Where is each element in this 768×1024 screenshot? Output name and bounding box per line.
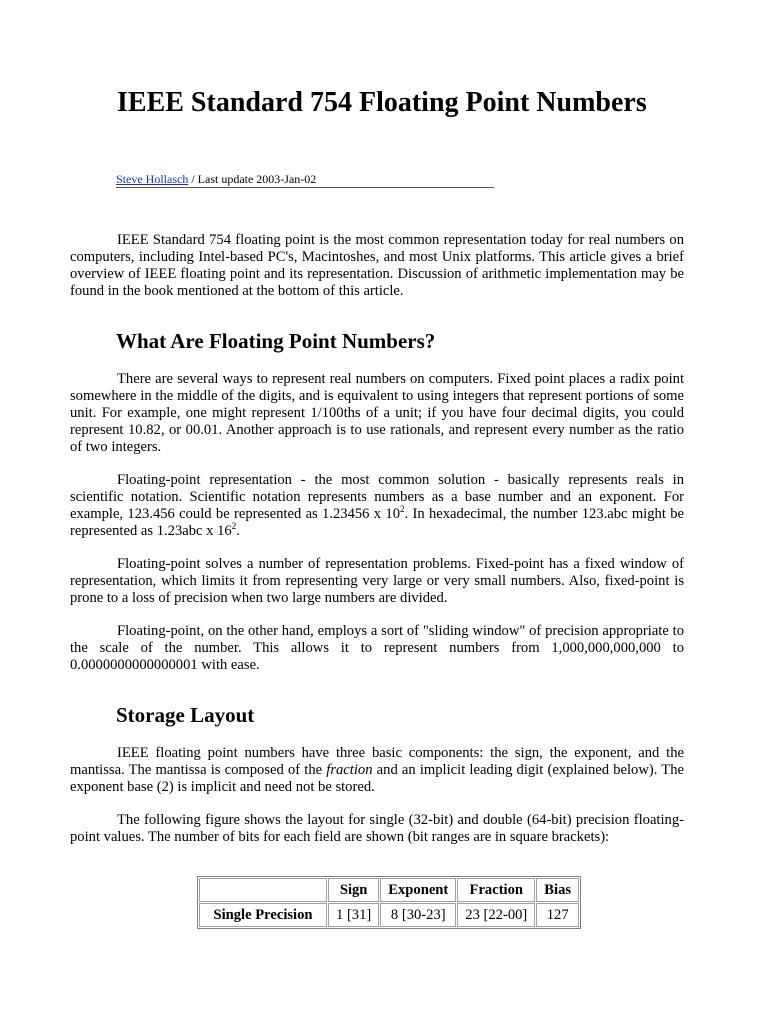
table-header-cell: Fraction <box>457 878 535 902</box>
table-header-cell: Sign <box>328 878 379 902</box>
table-cell: 1 [31] <box>328 903 379 927</box>
table-row <box>199 903 579 927</box>
table-header-cell <box>199 878 327 902</box>
paragraph-scientific-notation <box>70 472 684 540</box>
paragraph-figure-intro: The following figure shows the layout for single (32-bit) and double (64-bit) precision floating-point values. The number of bits for each field are shown (bit ranges are in square brackets): <box>70 812 684 845</box>
table-header-row <box>199 878 579 902</box>
exponent-sup-1: 2 <box>400 504 405 515</box>
table-cell: 23 [22-00] <box>457 903 535 927</box>
exponent-sup-2: 2 <box>231 521 237 532</box>
table-row-header: Single Precision <box>199 903 327 927</box>
precision-layout-table <box>197 876 581 929</box>
components-text-b: and an implicit leading digit (explained below). The exponent base (2) is implicit and need not be stored. <box>70 762 684 795</box>
byline <box>116 171 494 188</box>
paragraph-fixed-point: There are several ways to represent real numbers on computers. Fixed point places a radix point somewhere in the middle of the digits, and is equivalent to using integers that represent portions of some unit. For example, one might represent 1/100ths of a unit; if you have four decimal digits, you could represent 10.82, or 00.01. Another approach is to use rationals, and represent every number as the ratio of two integers. <box>70 371 684 455</box>
section-heading-storage-layout: Storage Layout <box>116 703 255 727</box>
p2-text-a: Floating-point representation - the most common solution - basically represents reals in scientific notation. Scientific notation represents numbers as a base number and an exponent. For example, 123.456 could be represented as 1.23456 x 10 <box>70 472 684 522</box>
paragraph-components <box>70 745 684 796</box>
fraction-emphasis: fraction <box>326 762 373 778</box>
page-title: IEEE Standard 754 Floating Point Numbers <box>117 87 647 118</box>
author-link[interactable]: Steve Hollasch <box>116 172 189 186</box>
table-header-cell: Exponent <box>380 878 456 902</box>
section-heading-floating-point: What Are Floating Point Numbers? <box>116 329 436 353</box>
p2-text-c: . <box>236 523 240 539</box>
intro-paragraph: IEEE Standard 754 floating point is the most common representation today for real numbers on computers, including Intel-based PC's, Macintoshes, and most Unix platforms. This article gives a brief overview of IEEE floating point and its representation. Discussion of arithmetic implementation may be found in the book mentioned at the bottom of this article. <box>70 232 684 299</box>
p2-text-b: . In hexadecimal, the number 123.abc might be represented as 1.23abc x 16 <box>70 506 684 539</box>
last-update-text: / Last update 2003-Jan-02 <box>188 172 317 186</box>
components-text-a: IEEE floating point numbers have three basic components: the sign, the exponent, and the mantissa. The mantissa is composed of the <box>70 745 684 778</box>
table-cell: 8 [30-23] <box>380 903 456 927</box>
table-header-cell: Bias <box>536 878 579 902</box>
paragraph-representation-problems: Floating-point solves a number of representation problems. Fixed-point has a fixed window of representation, which limits it from representing very large or very small numbers. Also, fixed-point is prone to a loss of precision when two large numbers are divided. <box>70 556 684 606</box>
paragraph-sliding-window: Floating-point, on the other hand, employs a sort of "sliding window" of precision appropriate to the scale of the number. This allows it to represent numbers from 1,000,000,000,000 to 0.0000000000000001 with ease. <box>70 623 684 673</box>
table-cell: 127 <box>536 903 579 927</box>
